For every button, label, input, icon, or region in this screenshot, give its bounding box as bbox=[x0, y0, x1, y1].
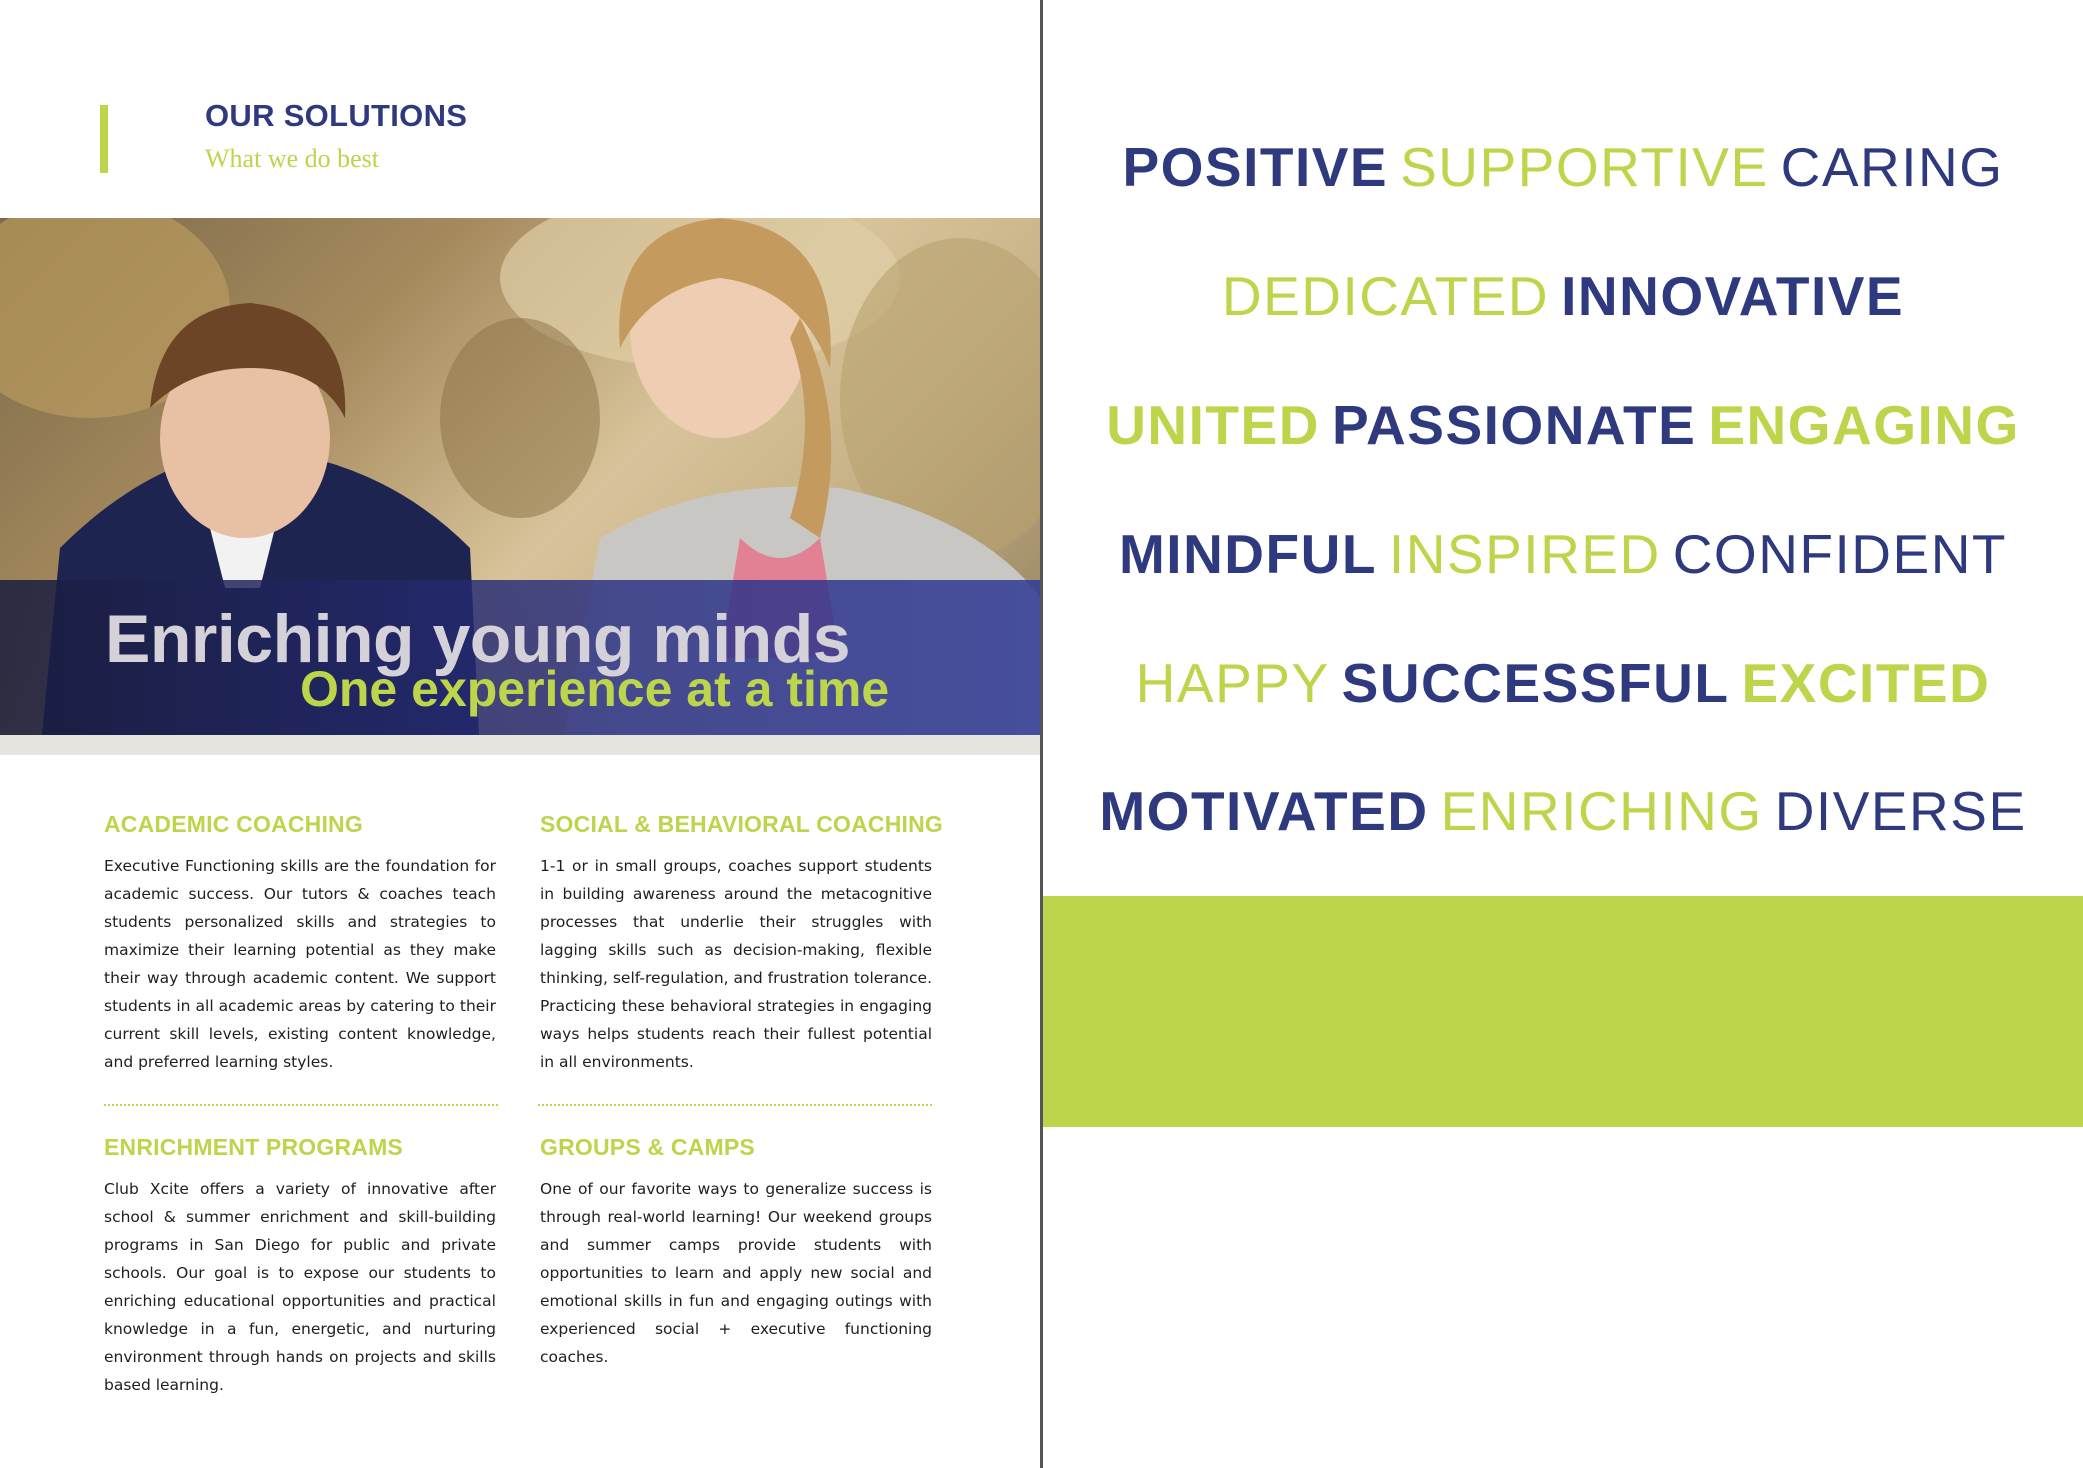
hero-table-strip bbox=[0, 735, 1041, 755]
dotted-divider bbox=[538, 1104, 932, 1106]
word-happy: HAPPY bbox=[1135, 652, 1330, 714]
right-page bbox=[1043, 0, 2083, 1468]
word-cloud-line bbox=[1043, 522, 2083, 586]
word-cloud-line bbox=[1043, 264, 2083, 328]
word-passionate: PASSIONATE bbox=[1331, 394, 1697, 456]
section-heading: ENRICHMENT PROGRAMS bbox=[104, 1134, 403, 1160]
hero-headline: Enriching young minds bbox=[105, 601, 851, 677]
section-heading: SOCIAL & BEHAVIORAL COACHING bbox=[540, 811, 944, 837]
page-title: OUR SOLUTIONS bbox=[205, 98, 468, 133]
word-dedicated: DEDICATED bbox=[1221, 265, 1550, 327]
section-academic-coaching bbox=[104, 811, 496, 1076]
section-enrichment-programs bbox=[104, 1134, 496, 1399]
word-cloud-line bbox=[1043, 135, 2083, 199]
section-social-behavioral-coaching bbox=[540, 811, 944, 1076]
hero-photo bbox=[0, 218, 1041, 755]
word-cloud-line bbox=[1043, 651, 2083, 715]
dotted-divider bbox=[104, 1104, 498, 1106]
word-cloud-line bbox=[1043, 393, 2083, 457]
green-color-band bbox=[1043, 896, 2083, 1127]
section-body: One of our favorite ways to generalize success is through real-world learning! Our weekend groups and summer camps provide students with opportunities to learn and apply new social and emotional skills in fun and engaging outings with experienced social + executive functioning coaches. bbox=[540, 1180, 932, 1366]
section-heading: ACADEMIC COACHING bbox=[104, 811, 363, 837]
word-diverse: DIVERSE bbox=[1774, 780, 2027, 842]
word-inspired: INSPIRED bbox=[1388, 523, 1661, 585]
section-body: Club Xcite offers a variety of innovative after school & summer enrichment and skill-building programs in San Diego for public and private schools. Our goal is to expose our students to enriching educational opportunities and practical knowledge in a fun, energetic, and nurturing environment through hands on projects and skills based learning. bbox=[104, 1180, 496, 1394]
section-body: 1-1 or in small groups, coaches support students in building awareness around the metacognitive processes that underlie their struggles with lagging skills such as decision-making, flexible thinking, self-regulation, and frustration tolerance. Practicing these behavioral strategies in engaging ways helps students reach their fullest potential in all environments. bbox=[540, 857, 932, 1071]
left-page bbox=[0, 0, 1041, 1468]
word-innovative: INNOVATIVE bbox=[1561, 265, 1905, 327]
word-excited: EXCITED bbox=[1741, 652, 1991, 714]
word-engaging: ENGAGING bbox=[1708, 394, 2020, 456]
section-body: Executive Functioning skills are the foundation for academic success. Our tutors & coaches teach students personalized skills and strategies to maximize their learning potential as they make their way through academic content. We support students in all academic areas by catering to their current skill levels, existing content knowledge, and preferred learning styles. bbox=[104, 857, 496, 1071]
word-supportive: SUPPORTIVE bbox=[1400, 136, 1769, 198]
word-successful: SUCCESSFUL bbox=[1341, 652, 1730, 714]
word-mindful: MINDFUL bbox=[1118, 523, 1377, 585]
header-accent-bar bbox=[100, 105, 108, 173]
word-enriching: ENRICHING bbox=[1440, 780, 1763, 842]
section-heading: GROUPS & CAMPS bbox=[540, 1134, 755, 1160]
section-groups-camps bbox=[540, 1134, 932, 1371]
hero-tagline: One experience at a time bbox=[300, 661, 890, 717]
word-positive: POSITIVE bbox=[1122, 136, 1389, 198]
word-cloud-line bbox=[1043, 779, 2083, 843]
hero-banner bbox=[0, 580, 1041, 735]
word-confident: CONFIDENT bbox=[1672, 523, 2008, 585]
word-motivated: MOTIVATED bbox=[1099, 780, 1429, 842]
page-subtitle: What we do best bbox=[205, 144, 380, 173]
word-united: UNITED bbox=[1106, 394, 1320, 456]
word-caring: CARING bbox=[1780, 136, 2004, 198]
